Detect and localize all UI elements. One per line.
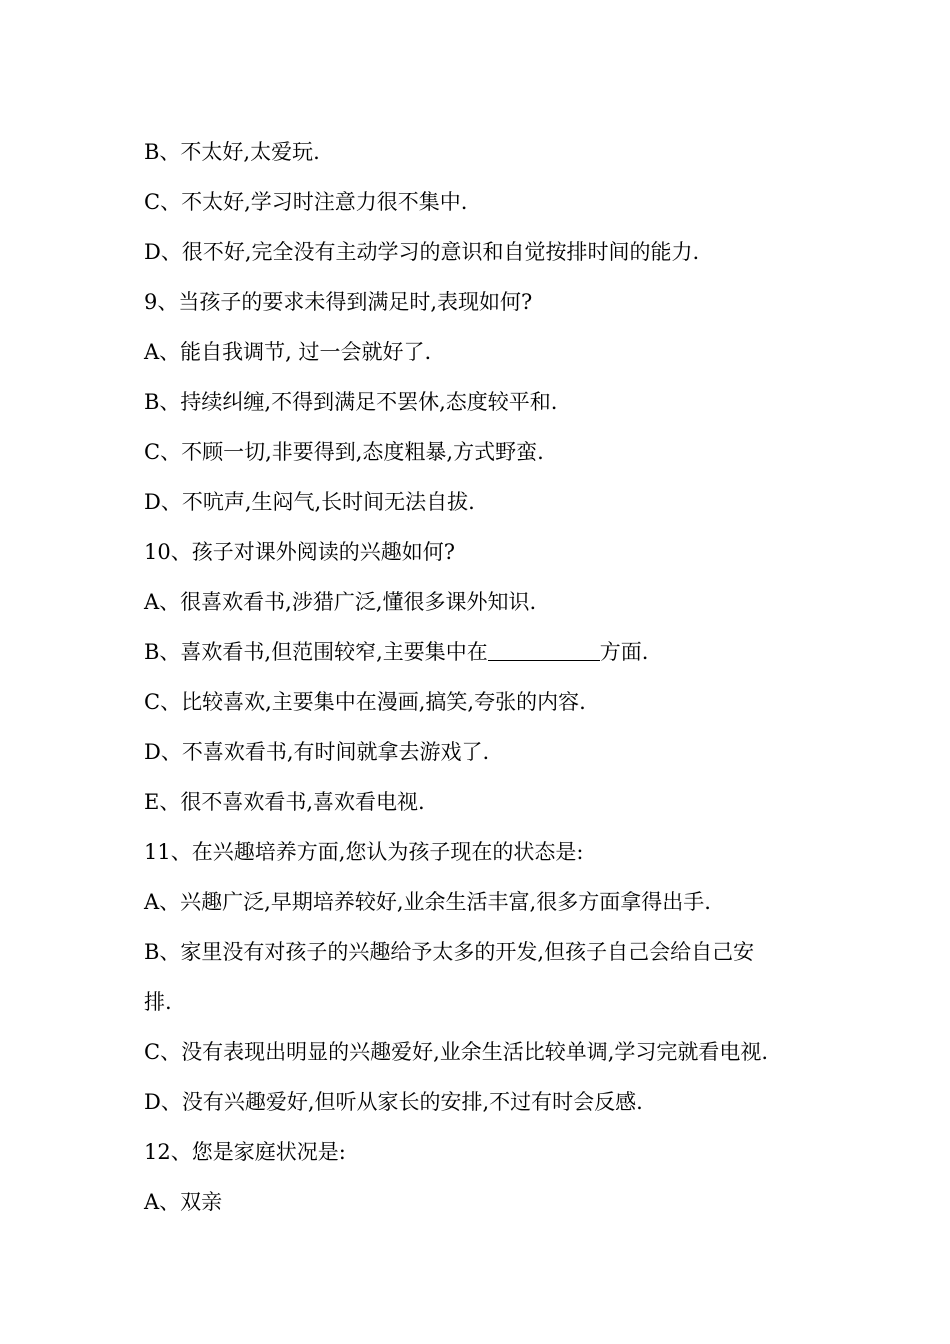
option-line-with-blank [144, 636, 844, 686]
option-line: D、不吭声,生闷气,长时间无法自拔. [144, 490, 475, 514]
option-line: B、家里没有对孩子的兴趣给予太多的开发,但孩子自己会给自己安 [144, 940, 755, 964]
question-line: 12、您是家庭状况是: [144, 1140, 346, 1164]
option-line: A、能自我调节, 过一会就好了. [144, 340, 432, 364]
option-line: C、不顾一切,非要得到,态度粗暴,方式野蛮. [144, 440, 544, 464]
question-line: 11、在兴趣培养方面,您认为孩子现在的状态是: [144, 840, 584, 864]
option-text-after-blank: 方面. [599, 640, 649, 664]
option-line: A、兴趣广泛,早期培养较好,业余生活丰富,很多方面拿得出手. [144, 890, 711, 914]
fill-in-blank [488, 638, 600, 661]
option-line-continuation: 排. [144, 990, 172, 1014]
option-line: A、双亲 [144, 1190, 223, 1214]
option-text-before-blank: B、喜欢看书,但范围较窄,主要集中在 [144, 640, 488, 664]
option-line: C、比较喜欢,主要集中在漫画,搞笑,夸张的内容. [144, 690, 586, 714]
option-line: A、很喜欢看书,涉猎广泛,懂很多课外知识. [144, 590, 537, 614]
option-line: E、很不喜欢看书,喜欢看电视. [144, 790, 425, 814]
option-line: D、没有兴趣爱好,但听从家长的安排,不过有时会反感. [144, 1090, 643, 1114]
option-line: D、很不好,完全没有主动学习的意识和自觉按排时间的能力. [144, 240, 700, 264]
question-line: 10、孩子对课外阅读的兴趣如何? [144, 540, 455, 564]
option-line: C、没有表现出明显的兴趣爱好,业余生活比较单调,学习完就看电视. [144, 1040, 769, 1064]
option-line: B、持续纠缠,不得到满足不罢休,态度较平和. [144, 390, 558, 414]
survey-text-block [144, 136, 844, 1236]
option-line: C、不太好,学习时注意力很不集中. [144, 190, 468, 214]
question-line: 9、当孩子的要求未得到满足时,表现如何? [144, 290, 533, 314]
option-line: D、不喜欢看书,有时间就拿去游戏了. [144, 740, 490, 764]
option-line: B、不太好,太爱玩. [144, 140, 320, 164]
